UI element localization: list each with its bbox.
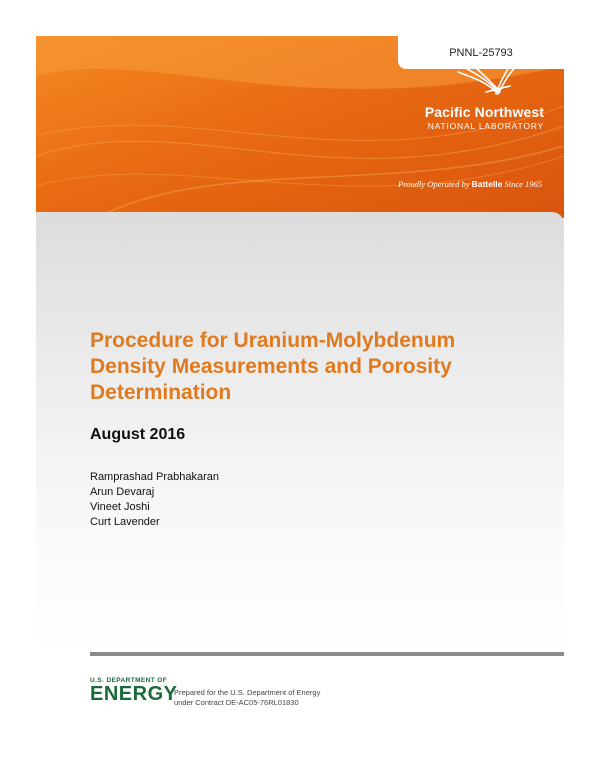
- doe-logo: [90, 677, 177, 704]
- author-name: Vineet Joshi: [90, 501, 150, 513]
- report-cover: [36, 36, 564, 740]
- tagline-prefix: Proudly Operated by: [398, 179, 470, 189]
- author-name: Curt Lavender: [90, 516, 160, 528]
- author-list: [90, 470, 219, 530]
- lab-name: Pacific Northwest: [424, 104, 544, 120]
- pnnl-star-icon: [452, 62, 522, 98]
- author-name: Ramprashad Prabhakaran: [90, 471, 220, 483]
- header-banner: [36, 36, 564, 218]
- pnnl-logo: [364, 104, 544, 131]
- battelle-logo: Battelle: [471, 179, 503, 189]
- report-number: PNNL-25793: [449, 46, 513, 59]
- lab-tagline: [398, 179, 542, 189]
- author-name: Arun Devaraj: [90, 486, 155, 498]
- doe-department: U.S. DEPARTMENT OF: [90, 677, 168, 684]
- contract-statement: [174, 688, 320, 708]
- lab-subtitle: NATIONAL LABORATORY: [427, 121, 544, 131]
- report-date: August 2016: [90, 426, 186, 443]
- footer-divider: [90, 652, 564, 656]
- prepared-line-2: under Contract DE-AC05-76RL01830: [174, 698, 299, 707]
- tagline-suffix: Since 1965: [504, 179, 542, 189]
- prepared-line-1: Prepared for the U.S. Department of Energy: [174, 688, 321, 697]
- doe-energy-wordmark: ENERGY: [90, 683, 178, 705]
- report-title: Procedure for Uranium-Molybdenum Density Measurements and Porosity Determination: [90, 329, 456, 404]
